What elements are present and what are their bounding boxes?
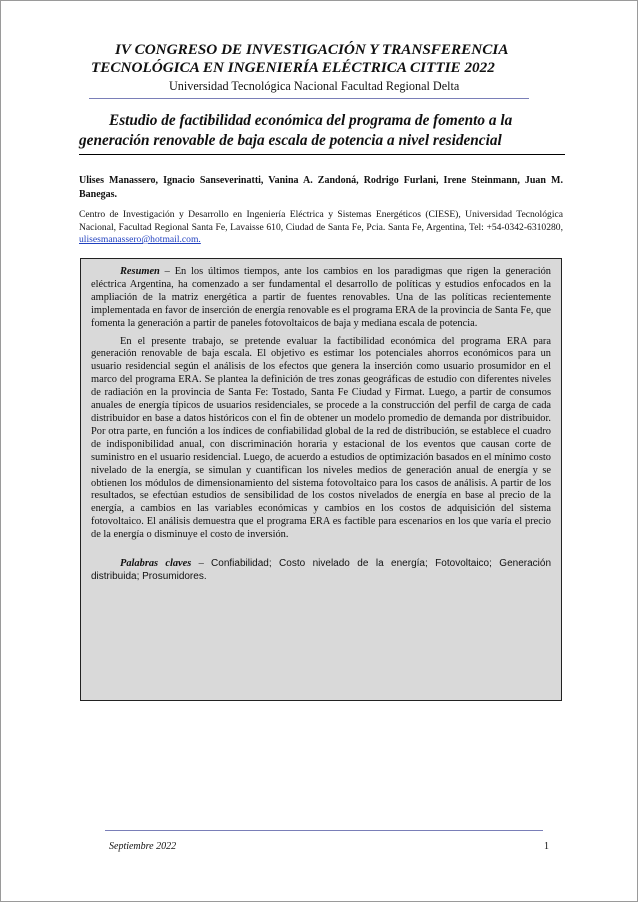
abstract-box [80, 258, 562, 701]
abstract-separator: – [159, 266, 175, 277]
page-number: 1 [544, 841, 549, 852]
footer-divider [105, 830, 543, 831]
conference-title-line2: TECNOLÓGICA EN INGENIERÍA ELÉCTRICA CITTIE 2022 [91, 59, 495, 76]
conference-title [91, 41, 571, 77]
footer-date: Septiembre 2022 [109, 841, 177, 852]
keywords-text: Confiabilidad; Costo nivelado de la energía; Fotovoltaico; Generación distribuida; Prosumidores. [91, 558, 552, 582]
header-divider [89, 98, 529, 99]
paper-title-line2: generación renovable de baja escala de potencia a nivel residencial [79, 132, 502, 149]
conference-title-line1: IV CONGRESO DE INVESTIGACIÓN Y TRANSFERENCIA [115, 41, 509, 58]
paper-title-line1: Estudio de factibilidad económica del programa de fomento a la [109, 112, 513, 129]
paper-title [79, 111, 565, 151]
abstract-paragraph-1-text: En los últimos tiempos, ante los cambios en los paradigmas que rigen la generación eléctrica Argentina, ha comenzado a ser fundamental el desarrollo de políticas y estudios enfocados en la ampliación de la matriz energética a partir de fuentes renovables. Una de las políticas recientemente implementada en favor de inserción de energía renovable es el programa ERA de la provincia de Santa Fe, que fomenta la generación a partir de paneles fotovoltaicos de baja y mediana escala de potencia. [91, 266, 551, 329]
title-divider [79, 154, 565, 155]
affiliation-text: Centro de Investigación y Desarrollo en Ingeniería Eléctrica y Sistemas Energéticos (CIESE), Universidad Tecnológica Nacional, Facultad Regional Santa Fe, Lavaisse 610, Ciudad de Santa Fe, Pcia. Santa Fe, Argentina, Tel: +54-0342-6310280, [79, 209, 563, 233]
abstract-paragraph-2: En el presente trabajo, se pretende evaluar la factibilidad económica del programa ERA para generación renovable de baja escala. El objetivo es estimar los potenciales ahorros económicos para un usuario residencial según el análisis de los efectos que genera la inserción como usuario prosumidor en el marco del programa ERA. Se plantea la definición de tres zonas geográficas de estudio con diferentes niveles de radiación en la provincia de Santa Fe: Tostado, Santa Fe Ciudad y Firmat. Luego, a partir de consumos anuales de energía típicos de usuarios residenciales, se procede a la construcción del perfil de carga de cada distribuidor en base a datos históricos con el fin de obtener un modelo promedio de demanda por distribuidor. Por otra parte, en función a los índices de confiabilidad global de la red de distribución, se establece el cuadro de indisponibilidad anual, con discriminación horaria y estacional de los eventos que causan corte de suministro en el usuario residencial. Luego, de acuerdo a estudios de optimización basados en el mínimo costo nivelado de la energía, se simulan y cuantifican los niveles medios de generación anual de energía y se obtienen los módulos de dimensionamiento del sistema fotovoltaico para los casos de análisis. A partir de los resultados, se efectúan estudios de sensibilidad de los costos nivelados de energía en base al precio de la energía, a cambios en las variables económicas y cambios en los costos de adquisición del sistema fotovoltaico. El análisis demuestra que el programa ERA es factible para escenarios en los que varía el precio de la energía o disminuye el costo de inversión. [91, 335, 551, 541]
keywords [91, 558, 551, 584]
keywords-label: Palabras claves [120, 558, 192, 570]
email-link[interactable]: ulisesmanassero@hotmail.com. [79, 234, 201, 245]
authors: Ulises Manassero, Ignacio Sanseverinatti, Vanina A. Zandoná, Rodrigo Furlani, Irene Steinmann, Juan M. Banegas. [79, 175, 563, 200]
affiliation [79, 209, 563, 247]
abstract-paragraph-1 [91, 266, 551, 331]
university-name: Universidad Tecnológica Nacional Facultad Regional Delta [169, 79, 460, 93]
keywords-separator: – [191, 558, 212, 570]
abstract-label: Resumen [120, 266, 160, 277]
